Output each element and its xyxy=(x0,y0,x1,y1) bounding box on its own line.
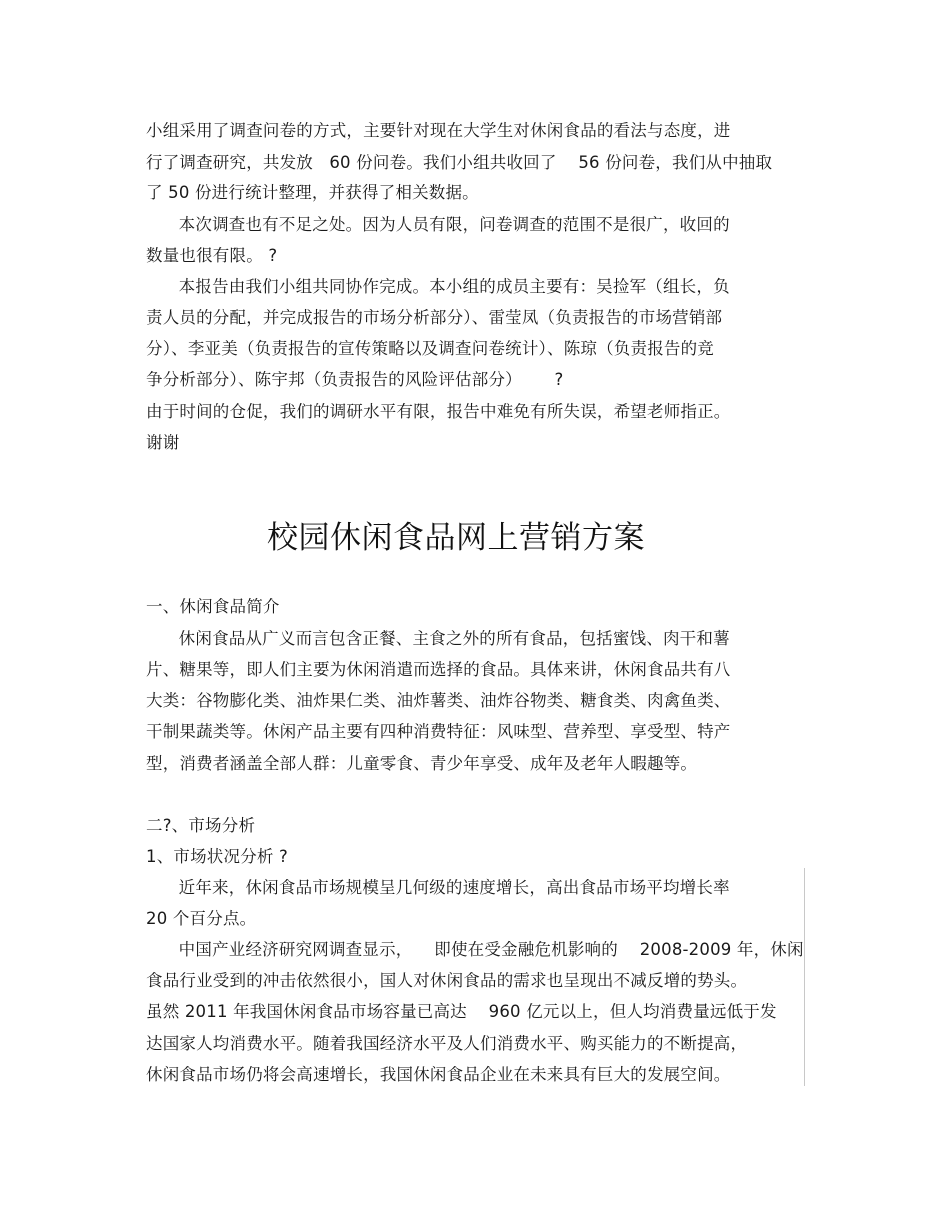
section1-line: 休闲食品从广义而言包含正餐、主食之外的所有食品，包括蜜饯、肉干和薯 xyxy=(146,629,730,648)
section-heading: 二?、市场分析 xyxy=(146,816,256,835)
section-heading: 一、休闲食品简介 xyxy=(146,597,280,616)
section2-line: 20 个百分点。 xyxy=(146,909,257,928)
intro-line: 数量也很有限。 ? xyxy=(146,246,278,265)
section2-line: 虽然 2011 年我国休闲食品市场容量已高达 960 亿元以上，但人均消费量远低于发 xyxy=(146,1002,777,1021)
section1-line: 大类：谷物膨化类、油炸果仁类、油炸薯类、油炸谷物类、糖食类、肉禽鱼类、 xyxy=(146,691,731,710)
intro-line: 本报告由我们小组共同协作完成。本小组的成员主要有：吴捡军（组长，负 xyxy=(146,277,730,296)
document-title: 校园休闲食品网上营销方案 xyxy=(267,520,645,556)
section2-line: 近年来，休闲食品市场规模呈几何级的速度增长，高出食品市场平均增长率 xyxy=(146,878,730,897)
section2-line: 达国家人均消费水平。随着我国经济水平及人们消费水平、购买能力的不断提高， xyxy=(146,1034,748,1053)
intro-line: 行了调查研究，共发放 60 份问卷。我们小组共收回了 56 份问卷，我们从中抽取 xyxy=(146,153,773,172)
subsection-heading: 1、市场状况分析 ? xyxy=(146,847,289,866)
intro-line: 谢谢 xyxy=(146,433,180,452)
section2-line: 休闲食品市场仍将会高速增长，我国休闲食品企业在未来具有巨大的发展空间。 xyxy=(146,1065,731,1084)
intro-line: 争分析部分）、陈宇邦（负责报告的风险评估部分） ? xyxy=(146,370,564,389)
section1-line: 干制果蔬类等。休闲产品主要有四种消费特征：风味型、营养型、享受型、特产 xyxy=(146,722,731,741)
intro-line: 小组采用了调查问卷的方式，主要针对现在大学生对休闲食品的看法与态度，进 xyxy=(146,121,731,140)
section1-line: 型，消费者涵盖全部人群：儿童零食、青少年享受、成年及老年人暇趣等。 xyxy=(146,754,698,773)
intro-line: 了 50 份进行统计整理，并获得了相关数据。 xyxy=(146,183,479,202)
intro-line: 责人员的分配，并完成报告的市场分析部分）、雷莹凤（负责报告的市场营销部 xyxy=(146,308,723,327)
intro-line: 由于时间的仓促，我们的调研水平有限，报告中难免有所失误，希望老师指正。 xyxy=(146,402,731,421)
section2-line: 中国产业经济研究网调查显示， 即使在受金融危机影响的 2008-2009 年，休闲 xyxy=(146,940,804,959)
section1-line: 片、糖果等，即人们主要为休闲消遣而选择的食品。具体来讲，休闲食品共有八 xyxy=(146,660,731,679)
margin-rule xyxy=(804,868,805,1086)
intro-line: 分）、李亚美（负责报告的宣传策略以及调查问卷统计）、陈琼（负责报告的竞 xyxy=(146,339,714,358)
intro-line: 本次调查也有不足之处。因为人员有限，问卷调查的范围不是很广，收回的 xyxy=(146,215,730,234)
section2-line: 食品行业受到的冲击依然很小，国人对休闲食品的需求也呈现出不减反增的势头。 xyxy=(146,971,748,990)
